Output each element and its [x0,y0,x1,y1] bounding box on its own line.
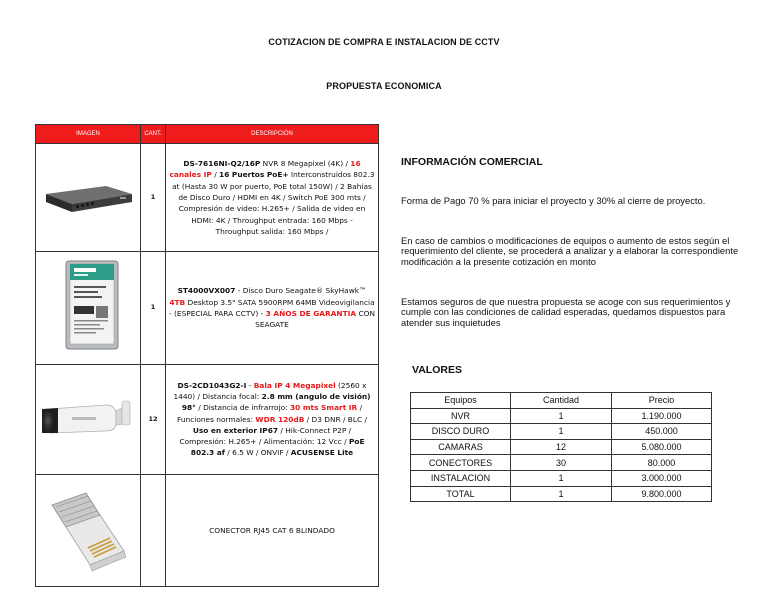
table-row [36,252,379,364]
product-image-cell [36,252,141,364]
total-row [411,486,712,502]
values-header-row [411,393,712,409]
table-row [411,470,712,486]
equipo-cell: CONECTORES [411,455,511,471]
product-description: DS-2CD1043G2-I - Bala IP 4 Megapixel (2560 x 1440) / Distancia focal: 2.8 mm (angulo de visión) 98° / Distancia de infrarrojo: 30 mts Smart IR / Funciones normales: WDR 120dB / D3 DNR / BLC / Uso en exterior IP67 / Hik-Connect P2P / Compresión: H.265+ / Alimentación: 12 Vcc / PoE 802.3 af / 6.5 W / ONVIF / ACUSENSE Lite [166,364,379,474]
cantidad-cell: 1 [511,424,612,440]
product-qty [141,474,166,586]
precio-cell: 3.000.000 [612,470,712,486]
cantidad-cell: 1 [511,470,612,486]
bullet-camera-icon [36,365,141,471]
product-description: DS-7616NI-Q2/16P NVR 8 Megapixel (4K) / 16 canales IP / 16 Puertos PoE+ Interconstruidos 802.3 at (Hasta 30 W por puerto, PoE total 150W) / 2 Bahías de Disco Duro / HDMI en 4K / Switch PoE 300 mts / Compresión de video: H.265+ / Salida de video en HDMI: 4K / Throughput entrada: 160 Mbps - Throughput salida: 160 Mbps / [166,144,379,252]
product-description: CONECTOR RJ45 CAT 6 BLINDADO [166,474,379,586]
table-row [411,424,712,440]
table-row [36,474,379,586]
payment-terms-paragraph: Forma de Pago 70 % para iniciar el proyecto y 30% al cierre de proyecto. [401,195,706,206]
precio-cell: 5.080.000 [612,439,712,455]
cantidad-cell: 1 [511,486,612,502]
col-header-cant: CANT. [141,125,166,144]
document-title: COTIZACION DE COMPRA E INSTALACION DE CCTV [268,37,500,47]
col-header-cantidad: Cantidad [511,393,612,409]
equipo-cell: TOTAL [411,486,511,502]
hard-disk-icon [36,252,141,360]
cantidad-cell: 1 [511,408,612,424]
precio-cell: 1.190.000 [612,408,712,424]
table-row [36,144,379,252]
product-qty: 1 [141,144,166,252]
col-header-descripcion: DESCRIPCIÓN [166,125,379,144]
values-table [410,392,712,502]
table-row [411,439,712,455]
precio-cell: 9.800.000 [612,486,712,502]
changes-paragraph: En caso de cambios o modificaciones de equipos o aumento de estos según el requerimiento del cliente, se procederá a analizar y a elaborar la correspondiente modificación a la presente cotización en monto [401,235,739,267]
products-header-row [36,125,379,144]
product-qty: 1 [141,252,166,364]
rj45-connector-icon [36,475,141,583]
product-image-cell [36,364,141,474]
table-row [411,455,712,471]
col-header-imagen: IMAGEN [36,125,141,144]
product-description: ST4000VX007 - Disco Duro Seagate® SkyHawk™ 4TB Desktop 3.5" SATA 5900RPM 64MB Videovigilancia - (ESPECIAL PARA CCTV) - 3 AÑOS DE GARANTIA CON SEAGATE [166,252,379,364]
values-heading: VALORES [412,364,462,376]
table-row [411,408,712,424]
cantidad-cell: 12 [511,439,612,455]
document-subtitle: PROPUESTA ECONOMICA [326,81,442,91]
cantidad-cell: 30 [511,455,612,471]
commercial-info-heading: INFORMACIÓN COMERCIAL [401,156,543,168]
nvr-recorder-icon [36,144,141,248]
col-header-precio: Precio [612,393,712,409]
equipo-cell: INSTALACION [411,470,511,486]
closing-paragraph: Estamos seguros de que nuestra propuesta se acoge con sus requerimientos y cumple con las condiciones de calidad esperadas, quedamos dispuestos para atender sus inquietudes [401,296,731,328]
table-row [36,364,379,474]
col-header-equipos: Equipos [411,393,511,409]
equipo-cell: NVR [411,408,511,424]
products-table [35,124,379,587]
precio-cell: 450.000 [612,424,712,440]
precio-cell: 80.000 [612,455,712,471]
product-image-cell [36,144,141,252]
equipo-cell: CAMARAS [411,439,511,455]
product-image-cell [36,474,141,586]
equipo-cell: DISCO DURO [411,424,511,440]
product-qty: 12 [141,364,166,474]
